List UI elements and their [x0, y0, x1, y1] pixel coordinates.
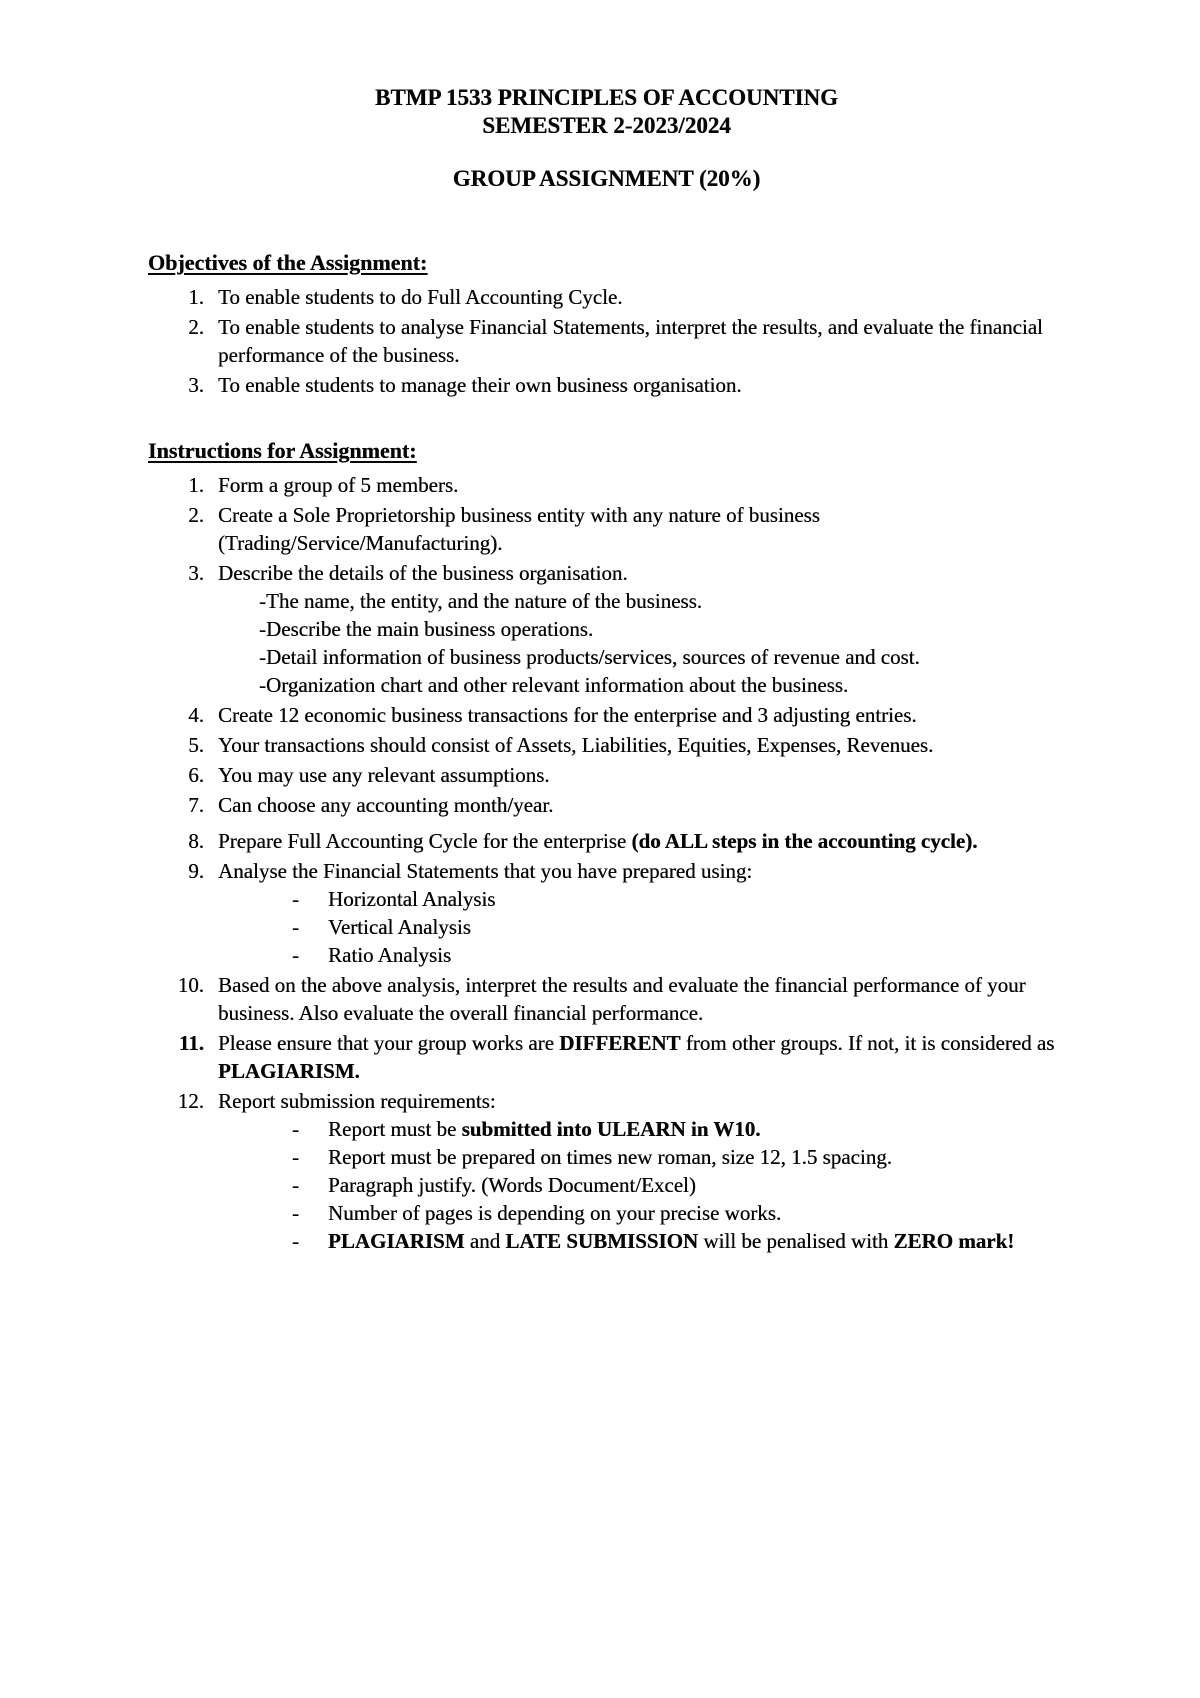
instructions-heading: Instructions for Assignment: [148, 438, 417, 463]
sub-item: -Organization chart and other relevant information about the business. [259, 673, 849, 697]
sub-item-text [328, 1227, 1028, 1255]
item-text: Form a group of 5 members. [218, 473, 459, 497]
item-text [218, 559, 1065, 699]
sub-item [292, 1143, 1065, 1171]
instruction-item-4 [148, 701, 1065, 729]
dash-marker: - [292, 915, 299, 939]
dash-marker: - [292, 1145, 299, 1169]
item-text: Based on the above analysis, interpret the results and evaluate the financial performance of your business. Also evaluate the overall financial performance. [218, 973, 1026, 1025]
item-text [218, 1029, 1065, 1085]
sub-item-text: Paragraph justify. (Words Document/Excel) [328, 1173, 696, 1197]
sub-text-bold: LATE SUBMISSION [505, 1229, 699, 1253]
item-text: Create a Sole Proprietorship business entity with any nature of business (Trading/Service/Manufacturing). [218, 503, 820, 555]
instruction-item-8 [148, 827, 1065, 855]
item-number: 9. [188, 859, 204, 883]
instructions-list [148, 471, 1065, 1255]
objective-item-2 [148, 313, 1065, 369]
sub-text-normal: and [464, 1229, 506, 1253]
instruction-item-12 [148, 1087, 1065, 1255]
item-number: 3. [188, 373, 204, 397]
sub-item: -The name, the entity, and the nature of the business. [259, 589, 702, 613]
objective-item-3 [148, 371, 1065, 399]
sub-item-text: Horizontal Analysis [328, 887, 496, 911]
item-text: Create 12 economic business transactions for the enterprise and 3 adjusting entries. [218, 703, 917, 727]
item-text [218, 857, 1065, 969]
sub-item [292, 913, 1065, 941]
sub-item-text: Number of pages is depending on your precise works. [328, 1201, 782, 1225]
title-block [148, 84, 1065, 193]
item-text-normal: from other groups. If not, it is considered as [680, 1031, 1055, 1055]
sub-text-normal: Report must be [328, 1117, 462, 1141]
sub-item [292, 1199, 1065, 1227]
item-text-normal: Please ensure that your group works are [218, 1031, 560, 1055]
item-number: 7. [188, 793, 204, 817]
item-number: 2. [188, 503, 204, 527]
dash-marker: - [292, 1229, 299, 1253]
item-intro: Report submission requirements: [218, 1089, 496, 1113]
instruction-item-7 [148, 791, 1065, 819]
item-number: 1. [188, 285, 204, 309]
item-number: 4. [188, 703, 204, 727]
item-text: To enable students to manage their own business organisation. [218, 373, 742, 397]
item-text [218, 827, 1065, 855]
item-text-bold: PLAGIARISM. [218, 1059, 360, 1083]
item-intro: Analyse the Financial Statements that you have prepared using: [218, 859, 753, 883]
item-text: Your transactions should consist of Assets, Liabilities, Equities, Expenses, Revenues. [218, 733, 934, 757]
item-number: 2. [188, 315, 204, 339]
sub-item-text [328, 1115, 1065, 1143]
item-number: 10. [177, 973, 204, 997]
item-text: To enable students to do Full Accounting Cycle. [218, 285, 623, 309]
objectives-heading: Objectives of the Assignment: [148, 250, 428, 275]
sub-item: -Detail information of business products/services, sources of revenue and cost. [259, 645, 920, 669]
instruction-item-6 [148, 761, 1065, 789]
item-number: 12. [177, 1089, 204, 1113]
item-text: Can choose any accounting month/year. [218, 793, 554, 817]
sub-item-text: Report must be prepared on times new roman, size 12, 1.5 spacing. [328, 1145, 892, 1169]
sub-text-bold: ZERO mark! [893, 1229, 1015, 1253]
sub-item-text: Vertical Analysis [328, 915, 471, 939]
sub-item [292, 1171, 1065, 1199]
dash-marker: - [292, 887, 299, 911]
item-intro: Describe the details of the business organisation. [218, 561, 628, 585]
sub-item [292, 1227, 1065, 1255]
instruction-item-2 [148, 501, 1065, 557]
sub-item-text: Ratio Analysis [328, 943, 452, 967]
dash-marker: - [292, 943, 299, 967]
item-text-bold: DIFFERENT [559, 1031, 681, 1055]
assignment-title: GROUP ASSIGNMENT (20%) [452, 166, 761, 191]
item-number: 8. [188, 829, 204, 853]
sub-item [292, 1115, 1065, 1143]
sub-item [292, 941, 1065, 969]
course-title: BTMP 1533 PRINCIPLES OF ACCOUNTING [374, 85, 839, 110]
item-text-bold: (do ALL steps in the accounting cycle). [631, 829, 978, 853]
sub-item: -Describe the main business operations. [259, 617, 594, 641]
dash-marker: - [292, 1201, 299, 1225]
item-number: 11. [178, 1031, 204, 1055]
sub-text-normal: will be penalised with [698, 1229, 894, 1253]
item-text-normal: Prepare Full Accounting Cycle for the enterprise [218, 829, 632, 853]
semester-title: SEMESTER 2-2023/2024 [482, 113, 731, 138]
item-text: To enable students to analyse Financial Statements, interpret the results, and evaluate the financial performance of the business. [218, 315, 1043, 367]
instruction-item-10 [148, 971, 1065, 1027]
item-number: 5. [188, 733, 204, 757]
instruction-item-1 [148, 471, 1065, 499]
objectives-list [148, 283, 1065, 399]
sub-text-bold: PLAGIARISM [328, 1229, 465, 1253]
item-number: 6. [188, 763, 204, 787]
instruction-item-11 [148, 1029, 1065, 1085]
instruction-item-5 [148, 731, 1065, 759]
item-text [218, 1087, 1065, 1255]
dash-marker: - [292, 1173, 299, 1197]
item-text: You may use any relevant assumptions. [218, 763, 550, 787]
item-number: 1. [188, 473, 204, 497]
item-number: 3. [188, 561, 204, 585]
objective-item-1 [148, 283, 1065, 311]
sub-item [292, 885, 1065, 913]
instruction-item-9 [148, 857, 1065, 969]
sub-text-bold: submitted into ULEARN in W10. [461, 1117, 761, 1141]
instruction-item-3 [148, 559, 1065, 699]
dash-marker: - [292, 1117, 299, 1141]
